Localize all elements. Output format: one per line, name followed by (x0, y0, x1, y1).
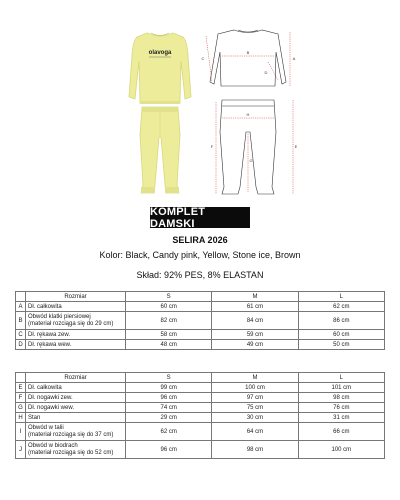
header-letter (16, 373, 26, 383)
measurement-note: (materiał rozciąga się do 37 cm) (28, 431, 114, 438)
value-m: 30 cm (212, 413, 298, 423)
table-row (16, 413, 385, 423)
table-row (16, 312, 385, 330)
table-row (16, 403, 385, 413)
value-s: 58 cm (126, 330, 212, 340)
table-row (16, 340, 385, 350)
row-letter: D (16, 340, 26, 350)
value-l: 98 cm (298, 393, 384, 403)
header-size-l: L (298, 292, 384, 302)
table-row (16, 441, 385, 459)
sketch-label-c: C (201, 56, 205, 61)
sketch-label-b: B (246, 50, 250, 55)
value-l: 101 cm (298, 383, 384, 393)
header-size-label: Rozmiar (26, 292, 126, 302)
value-m: 98 cm (212, 441, 298, 459)
sketch-label-e: E (294, 144, 298, 149)
value-m: 97 cm (212, 393, 298, 403)
row-letter: I (16, 423, 26, 441)
measurement-note: (materiał rozciąga się do 29 cm) (28, 320, 114, 327)
table-row (16, 383, 385, 393)
value-s: 29 cm (126, 413, 212, 423)
measurement-name-main: Obwód w biodrach (28, 442, 78, 449)
value-s: 96 cm (126, 441, 212, 459)
value-s: 74 cm (126, 403, 212, 413)
row-letter: F (16, 393, 26, 403)
shirt-print-text: olavoga (148, 50, 172, 56)
measurement-name: Dł. rękawa zew. (26, 330, 126, 340)
header-size-s: S (126, 292, 212, 302)
row-letter: G (16, 403, 26, 413)
measurement-name (26, 423, 126, 441)
value-s: 60 cm (126, 302, 212, 312)
header-size-m: M (212, 373, 298, 383)
value-l: 66 cm (298, 423, 384, 441)
measurement-name: Dł. nogawki wew. (26, 403, 126, 413)
sketch-label-f: F (210, 144, 214, 149)
table-header-row (16, 373, 385, 383)
row-letter: H (16, 413, 26, 423)
value-m: 49 cm (212, 340, 298, 350)
row-letter: E (16, 383, 26, 393)
top-size-table (15, 291, 385, 350)
value-m: 61 cm (212, 302, 298, 312)
value-m: 59 cm (212, 330, 298, 340)
sketch-label-d: D (264, 70, 268, 75)
value-s: 96 cm (126, 393, 212, 403)
value-m: 100 cm (212, 383, 298, 393)
measurement-name: Stan (26, 413, 126, 423)
measurement-name-main: Obwód klatki piersiowej (28, 313, 91, 320)
value-s: 82 cm (126, 312, 212, 330)
value-m: 84 cm (212, 312, 298, 330)
value-s: 62 cm (126, 423, 212, 441)
measurement-name-main: Obwód w talii (28, 424, 64, 431)
measurement-sketch (198, 22, 298, 202)
product-figure (0, 0, 400, 205)
value-m: 64 cm (212, 423, 298, 441)
value-l: 50 cm (298, 340, 384, 350)
table-row (16, 330, 385, 340)
table-header-row (16, 292, 385, 302)
product-title: KOMPLET DAMSKI (150, 207, 250, 228)
value-s: 48 cm (126, 340, 212, 350)
measurement-name: Dł. całkowita (26, 302, 126, 312)
sketch-label-g: G (249, 158, 253, 163)
header-size-label: Rozmiar (26, 373, 126, 383)
sketch-label-h: H (246, 112, 250, 117)
value-l: 100 cm (298, 441, 384, 459)
bottom-size-table (15, 372, 385, 459)
value-l: 86 cm (298, 312, 384, 330)
photo-pants (140, 107, 180, 193)
measurement-name (26, 312, 126, 330)
model-name: SELIRA 2026 (172, 235, 228, 245)
measurement-note: (materiał rozciąga się do 52 cm) (28, 449, 114, 456)
sketch-label-a: A (292, 56, 296, 61)
header-size-m: M (212, 292, 298, 302)
available-colors: Kolor: Black, Candy pink, Yellow, Stone ice, Brown (99, 250, 301, 260)
table-row (16, 423, 385, 441)
value-m: 75 cm (212, 403, 298, 413)
row-letter: A (16, 302, 26, 312)
table-row (16, 393, 385, 403)
fabric-composition: Skład: 92% PES, 8% ELASTAN (136, 270, 264, 280)
header-letter (16, 292, 26, 302)
photo-top (129, 33, 191, 104)
value-l: 62 cm (298, 302, 384, 312)
row-letter: B (16, 312, 26, 330)
measurement-name: Dł. rękawa wew. (26, 340, 126, 350)
measurement-name (26, 441, 126, 459)
value-l: 76 cm (298, 403, 384, 413)
product-photo (125, 25, 195, 200)
measurement-name: Dł. całkowita (26, 383, 126, 393)
row-letter: C (16, 330, 26, 340)
measurement-name: Dł. nogawki zew. (26, 393, 126, 403)
header-size-l: L (298, 373, 384, 383)
header-size-s: S (126, 373, 212, 383)
value-l: 60 cm (298, 330, 384, 340)
row-letter: J (16, 441, 26, 459)
table-row (16, 302, 385, 312)
value-l: 31 cm (298, 413, 384, 423)
value-s: 99 cm (126, 383, 212, 393)
